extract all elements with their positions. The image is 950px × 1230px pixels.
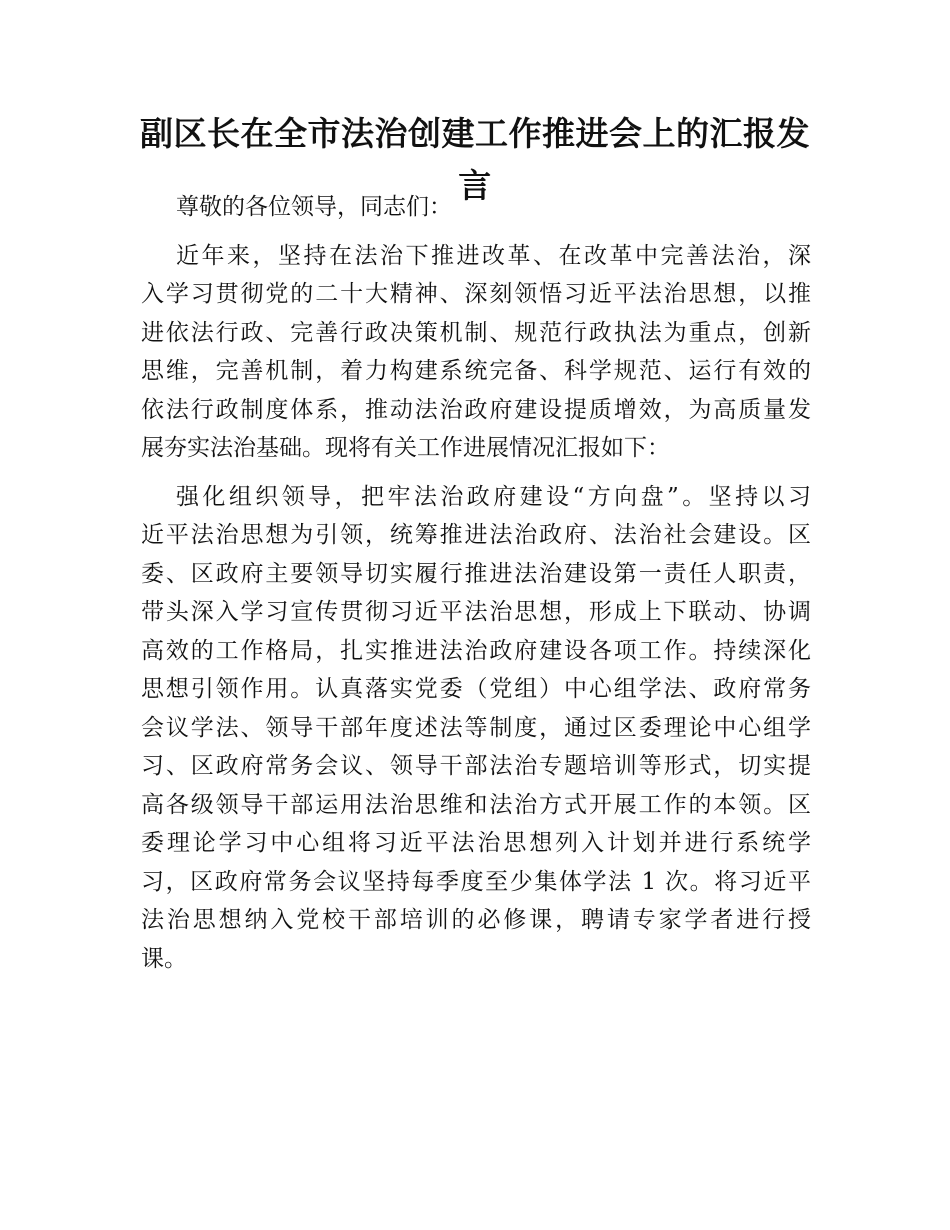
text-line: 法治思想纳入党校干部培训的必修课，聘请专家学者进行授 xyxy=(141,907,811,933)
text-line: 近平法治思想为引领，统筹推进法治政府、法治社会建设。区 xyxy=(141,522,811,548)
text-line: 高效的工作格局，扎实推进法治政府建设各项工作。持续深化 xyxy=(141,637,811,664)
text-line: 近年来，坚持在法治下推进改革、在改革中完善法治，深 xyxy=(176,242,811,269)
text-line: 习，区政府常务会议坚持每季度至少集体学法 1 次。将习近平 xyxy=(141,868,811,895)
text-line: 思想引领作用。认真落实党委（党组）中心组学法、政府常务 xyxy=(141,676,811,702)
text-line: 带头深入学习宣传贯彻习近平法治思想，形成上下联动、协调 xyxy=(141,599,811,625)
text-line: 展夯实法治基础。现将有关工作进展情况汇报如下： xyxy=(141,435,670,461)
title-line-2: 言 xyxy=(458,166,492,205)
text-line: 会议学法、领导干部年度述法等制度，通过区委理论中心组学 xyxy=(141,714,811,741)
text-line: 强化组织领导，把牢法治政府建设“方向盘”。坚持以习 xyxy=(176,483,811,510)
text-line: 委、区政府主要领导切实履行推进法治建设第一责任人职责， xyxy=(141,560,811,587)
paragraph-leadership xyxy=(141,478,811,979)
salutation: 尊敬的各位领导，同志们： xyxy=(176,194,452,220)
title-line-1: 副区长在全市法治创建工作推进会上的汇报发 xyxy=(140,114,810,153)
text-line: 委理论学习中心组将习近平法治思想列入计划并进行系统学 xyxy=(141,830,811,856)
text-line: 高各级领导干部运用法治思维和法治方式开展工作的本领。区 xyxy=(141,791,811,818)
text-line: 依法行政制度体系，推动法治政府建设提质增效，为高质量发 xyxy=(141,396,811,423)
text-line: 课。 xyxy=(141,945,187,972)
text-line: 习、区政府常务会议、领导干部法治专题培训等形式，切实提 xyxy=(141,753,811,779)
text-line: 思维，完善机制，着力构建系统完备、科学规范、运行有效的 xyxy=(141,358,811,384)
salutation-paragraph xyxy=(141,188,811,227)
paragraph-intro xyxy=(141,237,811,468)
document-body xyxy=(141,188,811,978)
text-line: 进依法行政、完善行政决策机制、规范行政执法为重点，创新 xyxy=(141,319,811,346)
text-line: 入学习贯彻党的二十大精神、深刻领悟习近平法治思想，以推 xyxy=(141,281,811,307)
